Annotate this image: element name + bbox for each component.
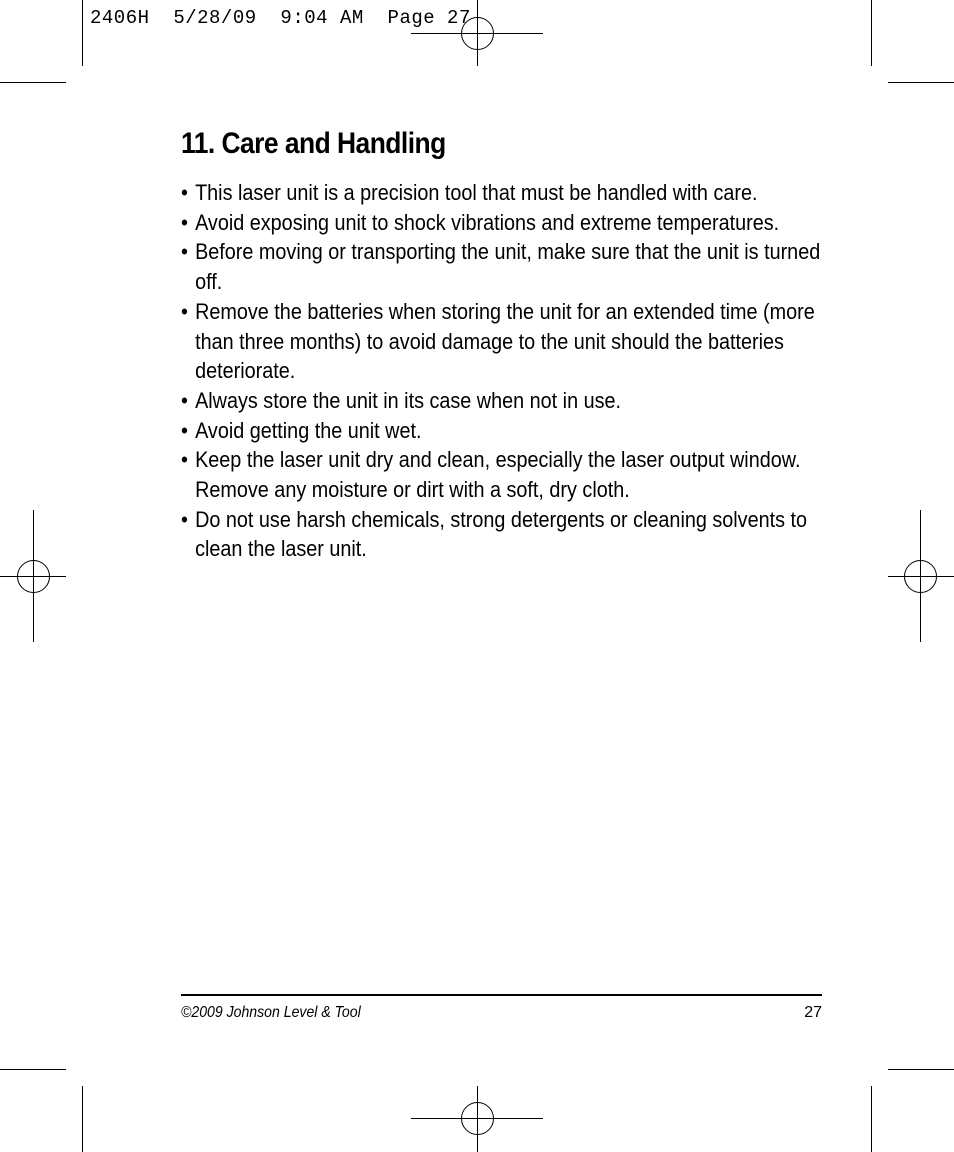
list-item xyxy=(181,416,823,446)
section-heading: 11. Care and Handling xyxy=(181,127,446,160)
list-item xyxy=(181,386,823,416)
registration-mark-right xyxy=(888,510,954,642)
list-item xyxy=(181,505,823,564)
bullet-icon: • xyxy=(181,417,188,443)
list-item-text: Always store the unit in its case when not in use. xyxy=(195,387,622,413)
bullet-icon: • xyxy=(181,447,188,473)
list-item xyxy=(181,178,823,208)
registration-mark-left xyxy=(0,510,66,642)
bullet-icon: • xyxy=(181,180,188,205)
page-number: 27 xyxy=(804,1004,822,1021)
footer-copyright: ©2009 Johnson Level & Tool xyxy=(181,1004,361,1021)
list-item-text: Avoid exposing unit to shock vibrations and extreme temperatures. xyxy=(195,209,780,235)
list-item-text: Remove the batteries when storing the unit for an extended time (more than three months) to avoid damage to the unit should the batteries deteriorate. xyxy=(195,298,815,384)
print-slug-line: 2406H 5/28/09 9:04 AM Page 27 xyxy=(90,7,471,29)
bullet-icon: • xyxy=(181,506,188,532)
bullet-icon: • xyxy=(181,387,188,413)
list-item xyxy=(181,297,823,386)
bullet-icon: • xyxy=(181,209,188,235)
bullet-icon: • xyxy=(181,239,188,265)
list-item xyxy=(181,208,823,238)
list-item-text: Do not use harsh chemicals, strong detergents or cleaning solvents to clean the laser unit. xyxy=(195,506,808,562)
list-item-text: Before moving or transporting the unit, make sure that the unit is turned off. xyxy=(195,239,821,295)
care-instructions-list xyxy=(181,178,823,564)
bullet-icon: • xyxy=(181,298,188,324)
list-item-text: This laser unit is a precision tool that must be handled with care. xyxy=(195,180,758,205)
list-item xyxy=(181,445,823,504)
list-item-text: Keep the laser unit dry and clean, especially the laser output window. Remove any moisture or dirt with a soft, dry cloth. xyxy=(195,447,801,503)
list-item xyxy=(181,237,823,296)
footer-divider xyxy=(181,994,822,996)
list-item-text: Avoid getting the unit wet. xyxy=(195,417,422,443)
registration-mark-bottom xyxy=(411,1086,543,1152)
